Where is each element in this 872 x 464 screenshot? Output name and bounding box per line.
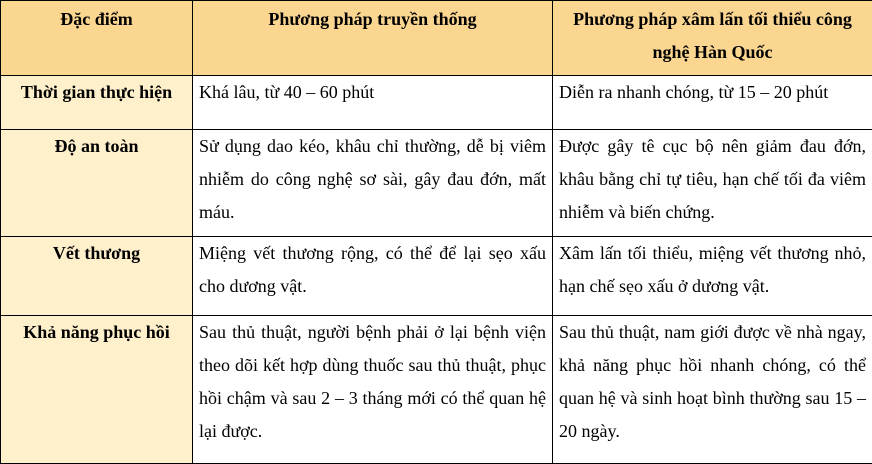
table-row xyxy=(1,316,872,464)
korean-safety-cell: Được gây tê cục bộ nên giảm đau đớn, khâu bằng chỉ tự tiêu, hạn chế tối đa viêm nhiễm và biến chứng. xyxy=(553,130,872,237)
traditional-safety-cell: Sử dụng dao kéo, khâu chỉ thường, dễ bị viêm nhiễm do công nghệ sơ sài, gây đau đớn, mất máu. xyxy=(193,130,553,237)
traditional-duration-cell: Khá lâu, từ 40 – 60 phút xyxy=(193,76,553,130)
header-feature: Đặc điểm xyxy=(1,1,193,76)
table-header-row xyxy=(1,1,872,76)
traditional-wound-cell: Miệng vết thương rộng, có thể để lại sẹo xấu cho dương vật. xyxy=(193,237,553,316)
header-traditional-method: Phương pháp truyền thống xyxy=(193,1,553,76)
row-label-safety: Độ an toàn xyxy=(1,130,193,237)
table-row xyxy=(1,130,872,237)
korean-wound-cell: Xâm lấn tối thiểu, miệng vết thương nhỏ, hạn chế sẹo xấu ở dương vật. xyxy=(553,237,872,316)
row-label-recovery: Khả năng phục hồi xyxy=(1,316,193,464)
korean-duration-cell: Diễn ra nhanh chóng, từ 15 – 20 phút xyxy=(553,76,872,130)
header-korean-method: Phương pháp xâm lấn tối thiểu công nghệ Hàn Quốc xyxy=(553,1,872,76)
row-label-duration: Thời gian thực hiện xyxy=(1,76,193,130)
table-row xyxy=(1,76,872,130)
table-row xyxy=(1,237,872,316)
row-label-wound: Vết thương xyxy=(1,237,193,316)
korean-recovery-cell: Sau thủ thuật, nam giới được về nhà ngay, khả năng phục hồi nhanh chóng, có thể quan hệ và sinh hoạt bình thường sau 15 – 20 ngày. xyxy=(553,316,872,464)
traditional-recovery-cell: Sau thủ thuật, người bệnh phải ở lại bệnh viện theo dõi kết hợp dùng thuốc sau thủ thuật, phục hồi chậm và sau 2 – 3 tháng mới có thể quan hệ lại được. xyxy=(193,316,553,464)
